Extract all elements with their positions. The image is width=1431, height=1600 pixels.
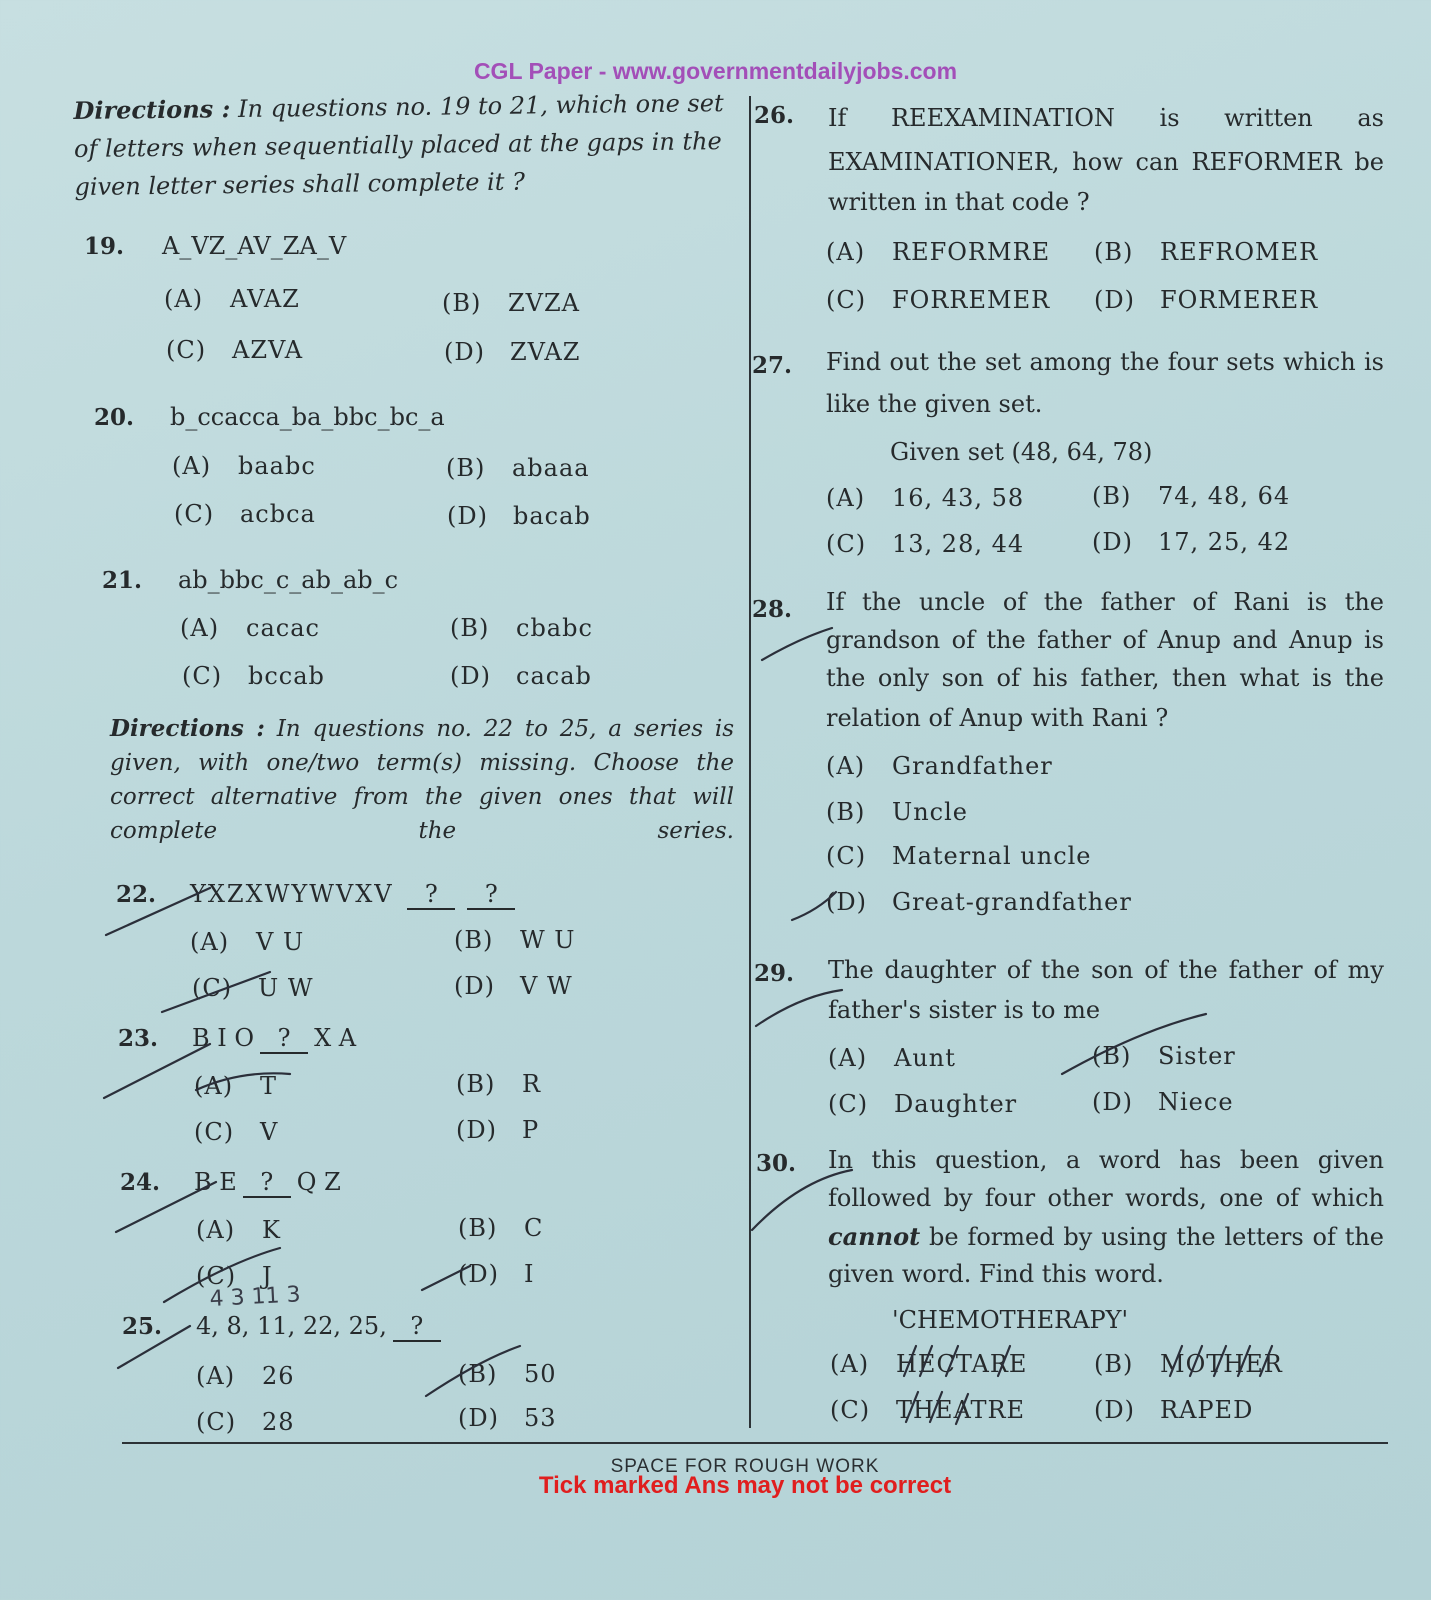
question-number-30: 30. [756, 1150, 797, 1177]
option-b: (B) cbabc [450, 614, 593, 642]
question-number-29: 29. [754, 960, 795, 987]
option-a: (A) AVAZ [164, 285, 300, 313]
question-29-line-2: father's sister is to me [828, 996, 1101, 1024]
question-text: 4, 8, 11, 22, 25, [196, 1312, 387, 1340]
question-number-27: 27. [752, 352, 793, 379]
option-a: (A) baabc [172, 452, 316, 480]
question-number: 21. [102, 567, 143, 594]
question-28-line-1: If the uncle of the father of Rani is the [826, 588, 1384, 616]
directions-text: In questions no. 19 to 21, which one set of letters when sequentially placed at the gaps in the given letter series shall complete it ? [73, 89, 724, 202]
question-text-end: X A [314, 1024, 357, 1052]
option-d: (D) RAPED [1094, 1396, 1254, 1424]
option-b: (B) 74, 48, 64 [1092, 482, 1291, 510]
option-a: (A) K [196, 1216, 281, 1244]
option-d: (D) Great-grandfather [826, 888, 1132, 916]
question-text-end: Q Z [296, 1168, 341, 1196]
handwritten-notes: 4 3 11 3 [209, 1282, 302, 1312]
option-a: (A) 16, 43, 58 [826, 484, 1025, 512]
answer-blank: ? [243, 1168, 291, 1198]
question-20 [94, 403, 445, 431]
option-b: (B) MOTHER [1094, 1350, 1283, 1378]
option-b: (B) Sister [1092, 1042, 1236, 1070]
question-number: 19. [84, 233, 125, 260]
option-a: (A) cacac [180, 614, 320, 642]
option-b: (B) W U [454, 926, 576, 954]
question-28-line-3: the only son of his father, then what is the [826, 664, 1384, 692]
question-number: 24. [120, 1169, 161, 1196]
question-26-line-2: EXAMINATIONER, how can REFORMER be [828, 148, 1384, 176]
option-a: (A) Grandfather [826, 752, 1053, 780]
rough-work-label: SPACE FOR ROUGH WORK [610, 1456, 880, 1477]
option-c: (C) AZVA [166, 336, 304, 364]
option-c: (C) THEATRE [830, 1396, 1026, 1424]
directions-label: Directions : [73, 94, 231, 126]
option-c: (C) 13, 28, 44 [826, 530, 1025, 558]
question-text: ab_bbc_c_ab_ab_c [178, 566, 399, 594]
answer-blank: ? [467, 880, 515, 910]
option-b: (B) abaaa [446, 454, 590, 482]
option-d: (D) 17, 25, 42 [1092, 528, 1291, 556]
question-30-line-4: given word. Find this word. [828, 1260, 1164, 1288]
option-d: (D) Niece [1092, 1088, 1234, 1116]
option-c: (C) FORREMER [826, 286, 1051, 314]
option-d: (D) cacab [450, 662, 592, 690]
question-text: B E [194, 1168, 237, 1196]
question-30-line-3: cannot be formed by using the letters of the [828, 1222, 1384, 1251]
answer-blank: ? [407, 880, 455, 910]
question-23 [118, 1024, 356, 1054]
question-number-28: 28. [752, 596, 793, 623]
column-divider [749, 96, 751, 1428]
option-d: (D) V W [454, 972, 573, 1000]
question-21 [102, 566, 398, 594]
directions-19-21 [73, 84, 736, 206]
option-c: (C) bccab [182, 662, 325, 690]
question-25 [122, 1312, 447, 1342]
option-a: (A) V U [190, 928, 305, 956]
option-d: (D) ZVAZ [444, 338, 581, 366]
question-text: A_VZ_AV_ZA_V [162, 232, 347, 260]
option-b: (B) ZVZA [442, 289, 581, 317]
directions-text: In questions no. 22 to 25, a series is given, with one/two term(s) missing. Choose the correct alternative from the given ones that will complete the series. [110, 716, 735, 844]
question-26-line-3: written in that code ? [828, 188, 1090, 216]
question-27-line-2: like the given set. [826, 390, 1043, 418]
tick-q28 [762, 628, 832, 660]
directions-label: Directions : [110, 715, 265, 742]
question-text: YXZXWYWVXV [190, 880, 394, 908]
question-27-line-1: Find out the set among the four sets which is [826, 348, 1384, 376]
question-number: 22. [116, 881, 157, 908]
directions-22-25 [110, 712, 734, 848]
question-number-26: 26. [754, 102, 795, 129]
option-d: (D) 53 [458, 1404, 557, 1432]
question-29-line-1: The daughter of the son of the father of my [828, 956, 1384, 984]
question-28-line-2: grandson of the father of Anup and Anup is [826, 626, 1384, 654]
option-a: (A) T [194, 1072, 278, 1100]
option-c: (C) J [196, 1262, 273, 1290]
option-d: (D) FORMERER [1094, 286, 1319, 314]
question-text: B I O [192, 1024, 255, 1052]
option-c: (C) 28 [196, 1408, 295, 1436]
question-27-given-set: Given set (48, 64, 78) [890, 438, 1153, 466]
answer-blank: ? [260, 1024, 308, 1054]
question-30-given-word: 'CHEMOTHERAPY' [892, 1306, 1129, 1334]
question-28-line-4: relation of Anup with Rani ? [826, 704, 1169, 732]
option-a: (A) Aunt [828, 1044, 956, 1072]
option-b: (B) R [456, 1070, 542, 1098]
option-c: (C) Maternal uncle [826, 842, 1092, 870]
question-number: 23. [118, 1025, 159, 1052]
option-c: (C) Daughter [828, 1090, 1018, 1118]
disclaimer-note: Tick marked Ans may not be correct [538, 1472, 952, 1499]
question-30-line-1: In this question, a word has been given [828, 1146, 1384, 1174]
option-a: (A) HECTARE [830, 1350, 1028, 1378]
answer-blank: ? [393, 1312, 441, 1342]
question-30-line-2: followed by four other words, one of which [828, 1184, 1384, 1212]
question-24 [120, 1168, 341, 1198]
option-c: (C) acbca [174, 500, 316, 528]
question-text: b_ccacca_ba_bbc_bc_a [170, 403, 445, 431]
option-d: (D) bacab [447, 502, 591, 530]
option-a: (A) REFORMRE [826, 238, 1051, 266]
rough-work-rule [122, 1442, 1388, 1444]
question-19 [84, 232, 346, 260]
site-header: CGL Paper - www.governmentdailyjobs.com [473, 58, 958, 84]
option-b: (B) Uncle [826, 798, 969, 826]
option-d: (D) I [458, 1260, 535, 1288]
option-b: (B) 50 [458, 1360, 557, 1388]
option-b: (B) REFROMER [1094, 238, 1319, 266]
option-d: (D) P [456, 1116, 540, 1144]
question-number: 20. [94, 404, 135, 431]
question-number: 25. [122, 1313, 163, 1340]
question-22 [116, 880, 521, 910]
option-c: (C) V [194, 1118, 279, 1146]
option-c: (C) U W [192, 974, 314, 1002]
question-26-line-1: If REEXAMINATION is written as [828, 104, 1384, 132]
option-a: (A) 26 [196, 1362, 295, 1390]
option-b: (B) C [458, 1214, 544, 1242]
